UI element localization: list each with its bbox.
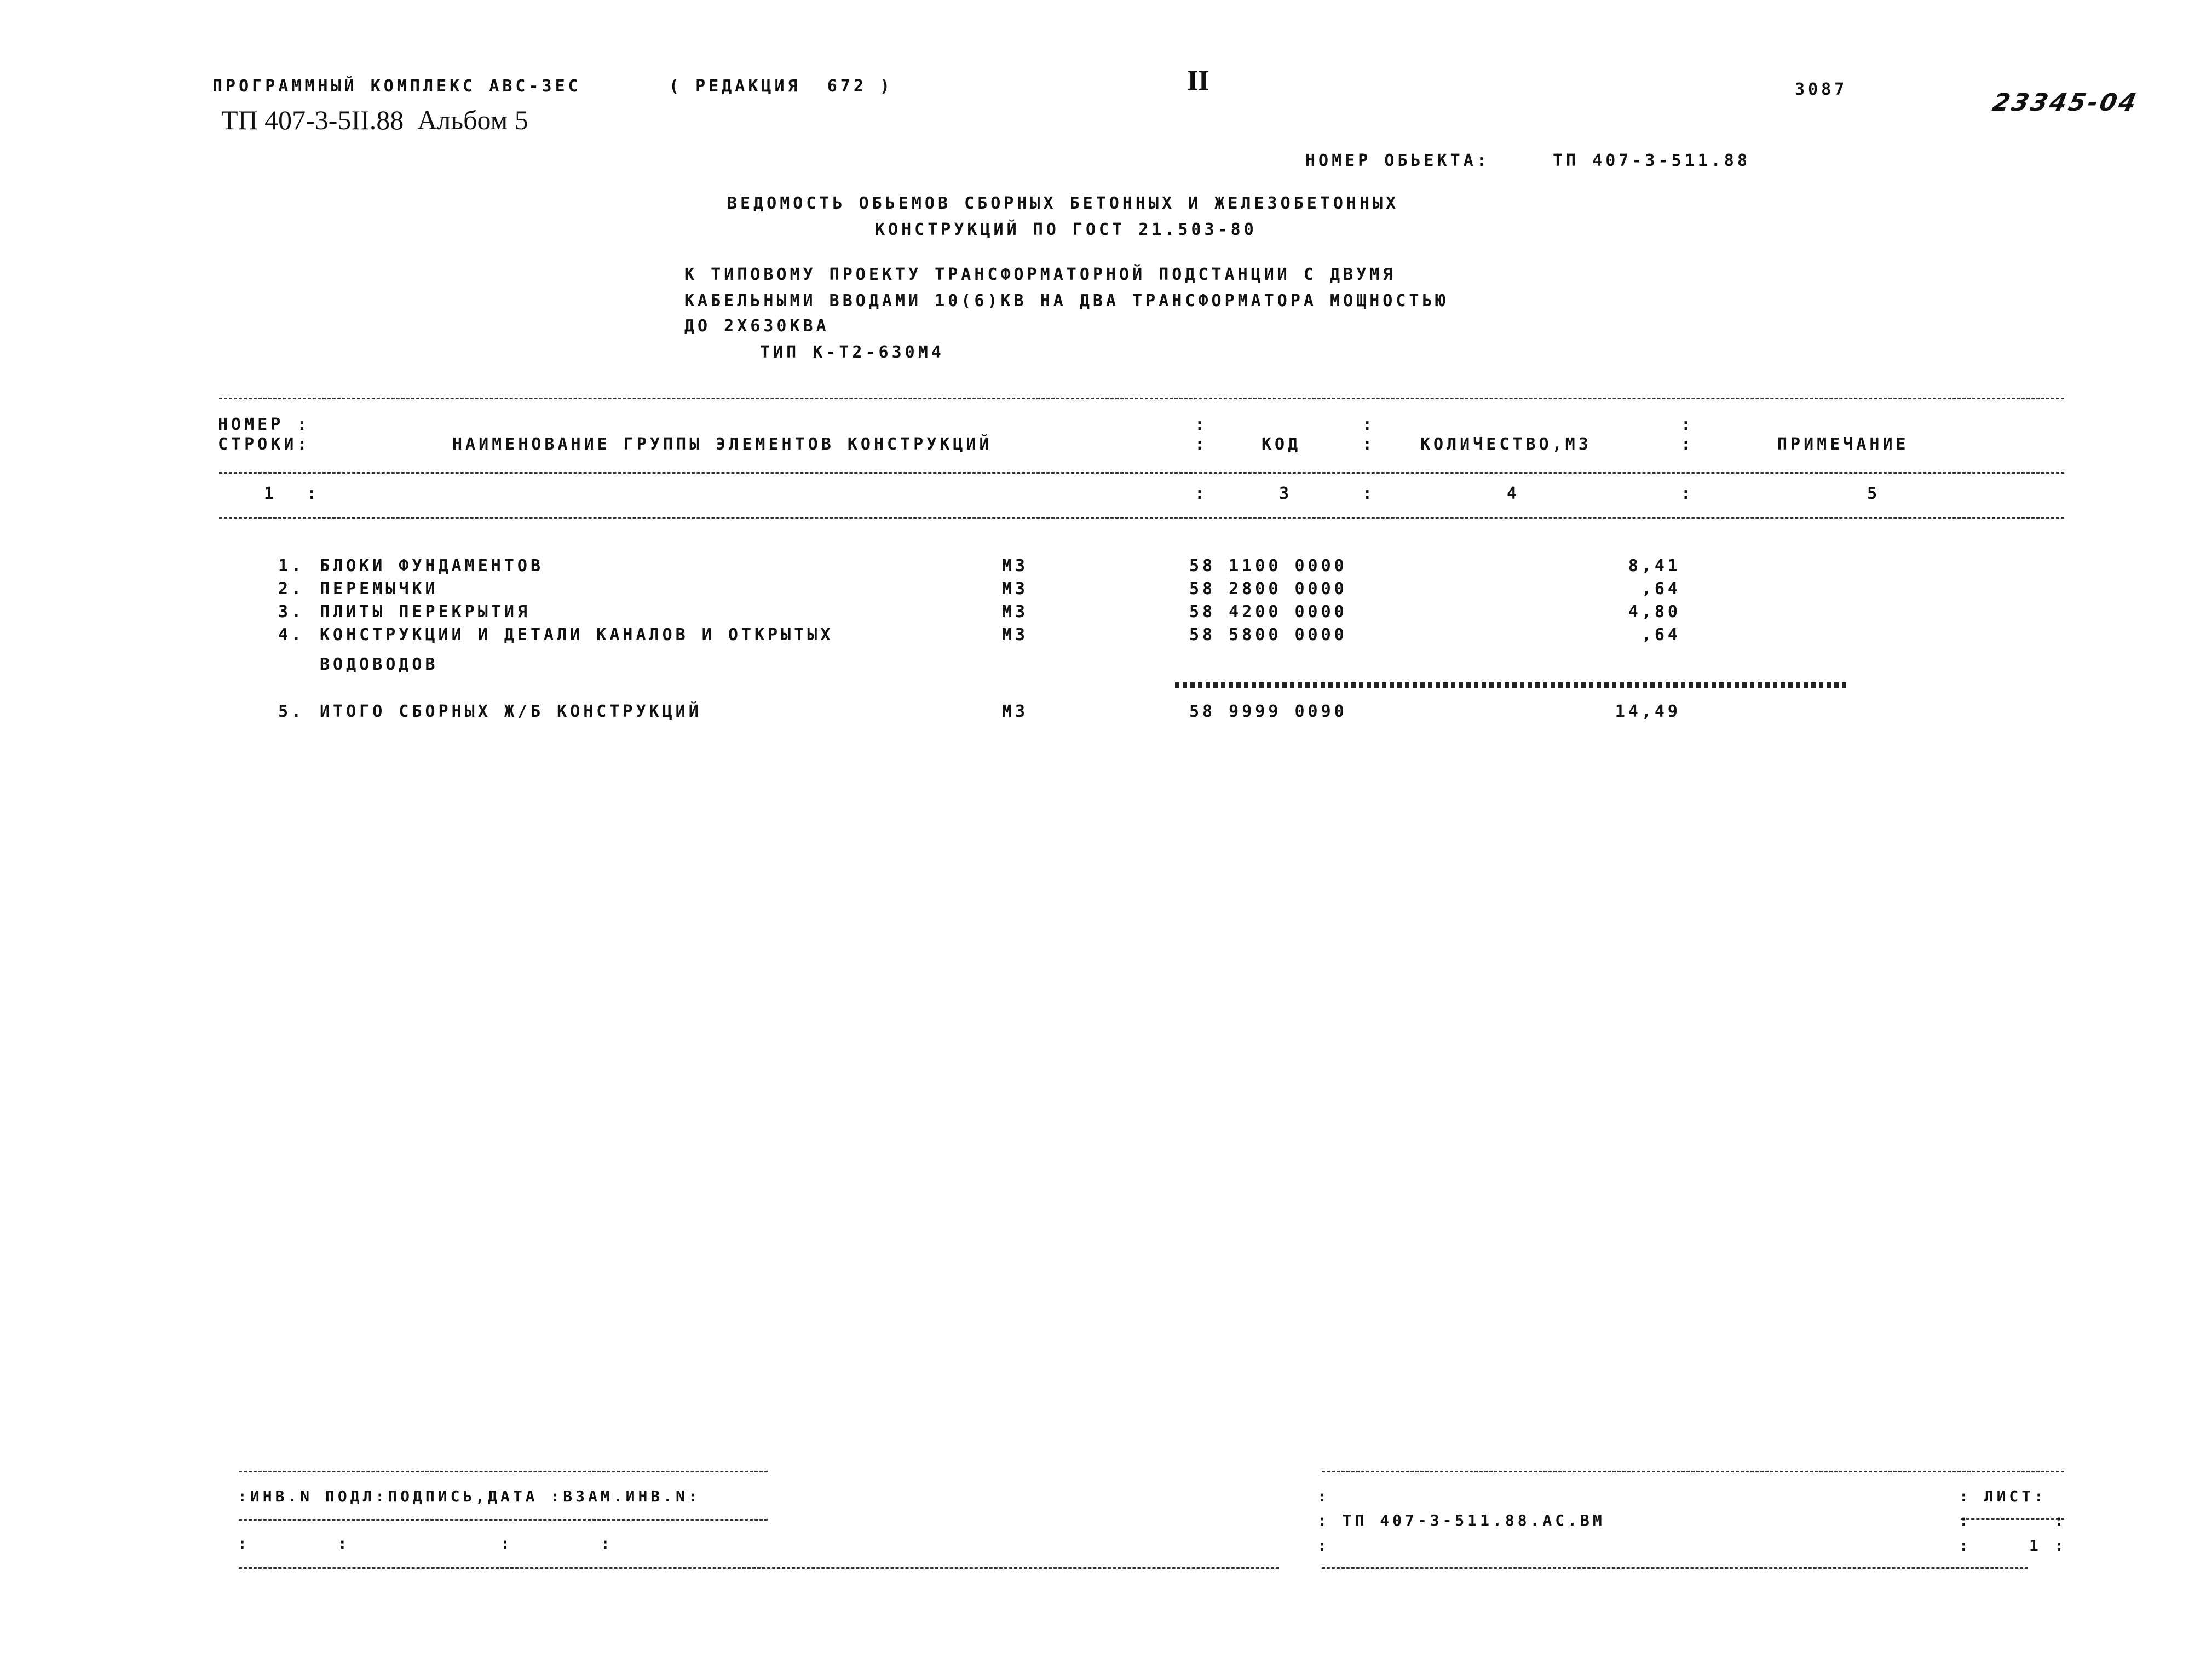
header-name: НАИМЕНОВАНИЕ ГРУППЫ ЭЛЕМЕНТОВ КОНСТРУКЦИЙ	[452, 435, 993, 454]
row-code: 58 2800 0000	[1189, 579, 1347, 599]
row-number: 2.	[278, 579, 305, 599]
row-name-continued: ВОДОВОДОВ	[320, 655, 439, 674]
sheet-sep-c: :	[1959, 1537, 1972, 1555]
row-quantity: ,64	[1641, 625, 1681, 645]
sheet-sep-d: :	[2054, 1537, 2067, 1555]
total-unit: М3	[1002, 702, 1029, 721]
object-value: ТП 407-3-511.88	[1553, 151, 1750, 170]
stamp-right-top-rule	[1322, 1471, 2064, 1472]
col-sep-num-1: :	[1195, 484, 1208, 503]
statement-title-line-1: ВЕДОМОСТЬ ОБЬЕМОВ СБОРНЫХ БЕТОННЫХ И ЖЕЛЕЗОБЕТОННЫХ	[727, 194, 1399, 213]
row-name: ПЛИТЫ ПЕРЕКРЫТИЯ	[320, 602, 531, 622]
row-quantity: 8,41	[1628, 556, 1681, 576]
subtitle-line-1: К ТИПОВОМУ ПРОЕКТУ ТРАНСФОРМАТОРНОЙ ПОДСТАНЦИИ С ДВУМЯ	[684, 265, 1396, 284]
col-sep-3: :	[1681, 415, 1695, 434]
sheet-sep-a: :	[1959, 1511, 1972, 1529]
row-unit: М3	[1002, 556, 1029, 576]
row-name: ПЕРЕМЫЧКИ	[320, 579, 439, 599]
header-code: КОД	[1262, 435, 1301, 454]
row-name: КОНСТРУКЦИИ И ДЕТАЛИ КАНАЛОВ И ОТКРЫТЫХ	[320, 625, 834, 645]
statement-title-line-2: КОНСТРУКЦИЙ ПО ГОСТ 21.503-80	[875, 220, 1257, 239]
stamp-left-top-rule	[239, 1471, 768, 1472]
object-label: НОМЕР ОБЬЕКТА:	[1305, 151, 1490, 170]
table-header-rule	[219, 472, 2064, 474]
col-number-5: 5	[1867, 484, 1881, 503]
row-unit: М3	[1002, 602, 1029, 622]
handwritten-number: 23345-04	[1990, 89, 2141, 117]
row-unit: М3	[1002, 625, 1029, 645]
row-number: 1.	[278, 556, 305, 576]
sheet-rule	[1961, 1518, 2064, 1520]
sheet-number: 1	[2029, 1537, 2042, 1555]
subtitle-line-2: КАБЕЛЬНЫМИ ВВОДАМИ 10(6)КВ НА ДВА ТРАНСФОРМАТОРА МОЩНОСТЬЮ	[684, 291, 1449, 310]
stamp-doc-code: : ТП 407-3-511.88.АС.ВМ	[1317, 1511, 1605, 1529]
col-sep-1: :	[1195, 415, 1208, 434]
col-sep-num-3: :	[1681, 484, 1695, 503]
row-unit: М3	[1002, 579, 1029, 599]
total-number: 5.	[278, 702, 305, 721]
sheet-label: : ЛИСТ:	[1959, 1487, 2047, 1505]
col-sep-2: :	[1362, 415, 1376, 434]
program-edition: ( РЕДАКЦИЯ 672 )	[669, 77, 894, 96]
stamp-empty-row: : : : :	[238, 1534, 613, 1552]
album-title: ТП 407-3-5II.88 Альбом 5	[221, 105, 528, 135]
total-code: 58 9999 0090	[1189, 702, 1347, 721]
stamp-sep-2: :	[1317, 1537, 1330, 1555]
subtitle-line-4: ТИП К-Т2-630М4	[760, 343, 944, 362]
stamp-sep: :	[1317, 1487, 1330, 1505]
col-sep-1b: :	[1195, 435, 1208, 454]
stamp-right-bottom-rule	[1322, 1567, 2028, 1569]
row-code: 58 1100 0000	[1189, 556, 1347, 576]
col-number-1: 1	[264, 484, 278, 503]
total-name: ИТОГО СБОРНЫХ Ж/Б КОНСТРУКЦИЙ	[320, 702, 702, 721]
header-row-no-1: НОМЕР :	[218, 415, 310, 434]
table-top-rule	[219, 398, 2064, 399]
header-row-no-2: СТРОКИ:	[218, 435, 310, 454]
row-quantity: ,64	[1641, 579, 1681, 599]
total-quantity: 14,49	[1615, 702, 1681, 721]
col-number-3: 3	[1279, 484, 1293, 503]
header-note: ПРИМЕЧАНИЕ	[1777, 435, 1909, 454]
row-code: 58 5800 0000	[1189, 625, 1347, 645]
row-name: БЛОКИ ФУНДАМЕНТОВ	[320, 556, 544, 576]
header-quantity: КОЛИЧЕСТВО,М3	[1420, 435, 1592, 454]
col-number-4: 4	[1507, 484, 1520, 503]
row-code: 58 4200 0000	[1189, 602, 1347, 622]
program-name: ПРОГРАММНЫЙ КОМПЛЕКС АВС-3ЕС	[212, 77, 581, 96]
stamp-left-mid-rule	[239, 1519, 768, 1521]
document-number: 3087	[1795, 80, 1848, 99]
page-mark: II	[1187, 65, 1209, 96]
col-sep-num-2: :	[1362, 484, 1376, 503]
col-sep-3b: :	[1681, 435, 1695, 454]
row-number: 4.	[278, 625, 305, 645]
stamp-labels: :ИНВ.N ПОДЛ:ПОДПИСЬ,ДАТА :ВЗАМ.ИНВ.N:	[238, 1487, 701, 1505]
col-sep-num-0: :	[307, 484, 320, 503]
sheet-sep-b: :	[2054, 1511, 2067, 1529]
stamp-bottom-rule	[239, 1567, 1279, 1569]
row-quantity: 4,80	[1628, 602, 1681, 622]
subtitle-line-3: ДО 2Х630КВА	[684, 317, 830, 336]
row-number: 3.	[278, 602, 305, 622]
table-colnum-rule	[219, 517, 2064, 519]
col-sep-2b: :	[1362, 435, 1376, 454]
total-separator	[1175, 682, 1846, 688]
